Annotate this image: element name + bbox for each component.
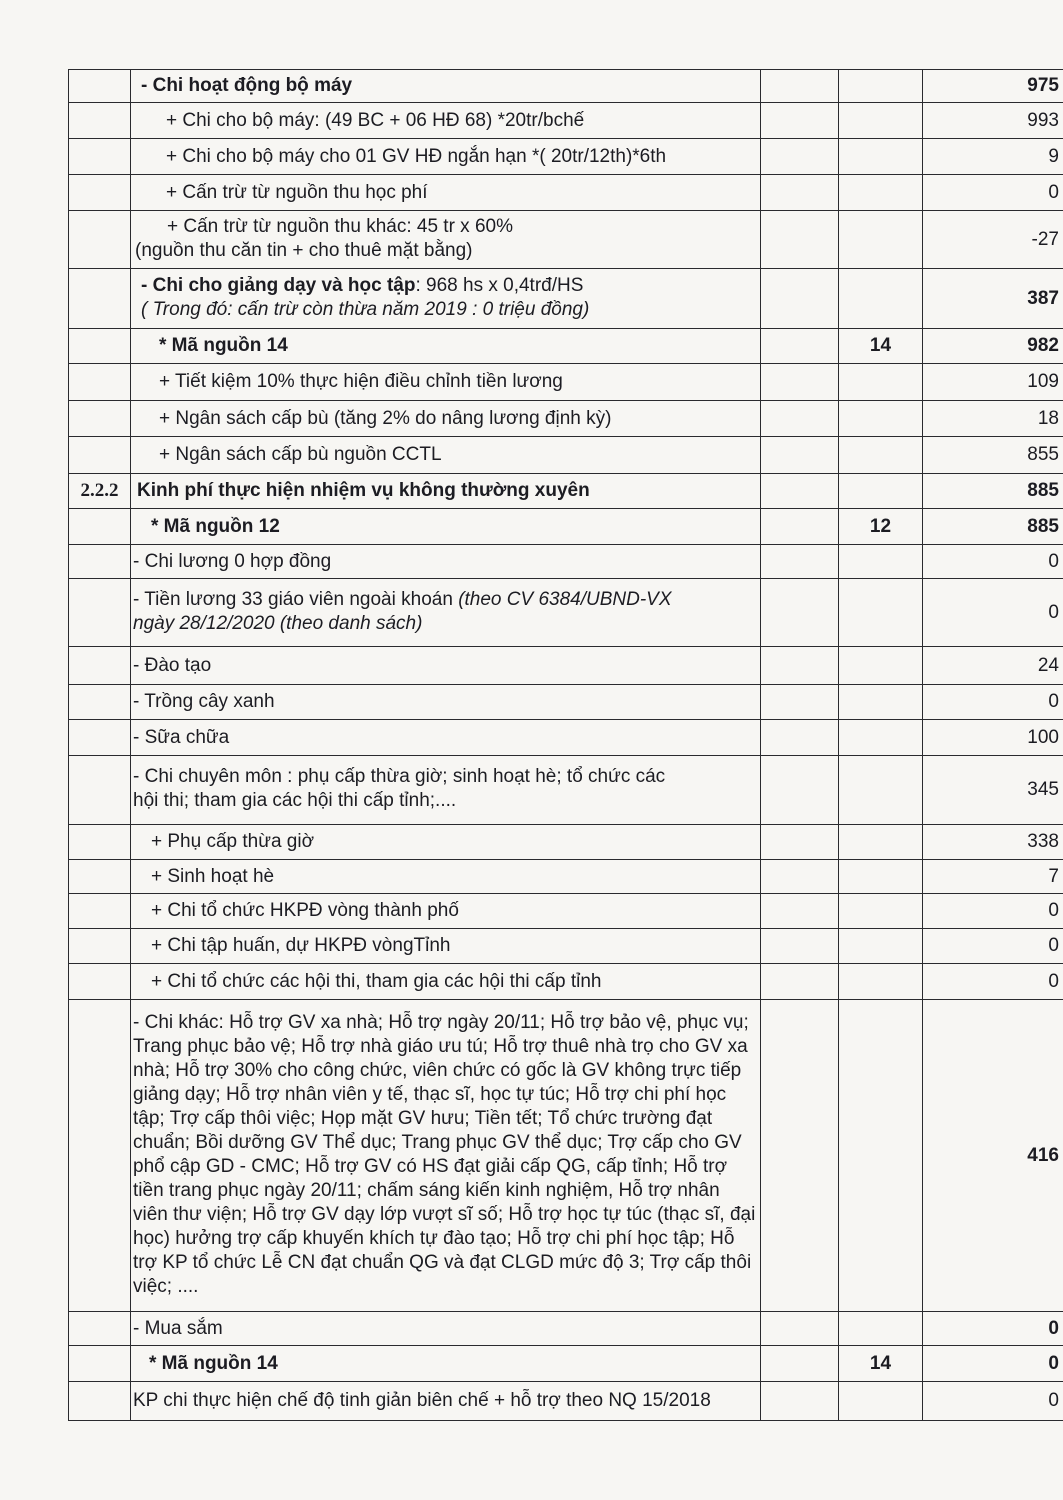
row-content-bold: - Chi cho giảng dạy và học tập — [141, 274, 416, 296]
row-content: * Mã nguồn 14 — [131, 1346, 761, 1382]
empty-cell — [761, 364, 839, 401]
source-code: 14 — [839, 1346, 923, 1382]
source-code — [839, 437, 923, 474]
row-value: 0 — [923, 929, 1063, 964]
row-value: 387 — [923, 269, 1063, 329]
row-number — [69, 825, 131, 860]
row-number — [69, 509, 131, 545]
row-content: + Chi cho bộ máy: (49 BC + 06 HĐ 68) *20tr/bchế — [131, 103, 761, 139]
table-row — [69, 103, 1063, 139]
row-value: 855 — [923, 437, 1063, 474]
source-code — [839, 1312, 923, 1346]
empty-cell — [761, 894, 839, 929]
table-row — [69, 579, 1063, 647]
table-row — [69, 647, 1063, 685]
empty-cell — [761, 329, 839, 364]
table-row — [69, 401, 1063, 437]
table-row — [69, 1000, 1063, 1312]
empty-cell — [761, 860, 839, 894]
source-code — [839, 825, 923, 860]
empty-cell — [761, 545, 839, 579]
source-code — [839, 964, 923, 1000]
row-value: 0 — [923, 579, 1063, 647]
row-value: 9 — [923, 139, 1063, 175]
row-content-rest: : 968 hs x 0,4trđ/HS — [415, 274, 584, 296]
empty-cell — [761, 825, 839, 860]
row-content: - Chi hoạt động bộ máy — [131, 70, 761, 103]
source-code — [839, 211, 923, 269]
row-content: - Đào tạo — [131, 647, 761, 685]
row-value: 18 — [923, 401, 1063, 437]
row-value: 345 — [923, 756, 1063, 825]
row-number — [69, 720, 131, 756]
row-content: + Phụ cấp thừa giờ — [131, 825, 761, 860]
row-number — [69, 437, 131, 474]
row-content-line1: - Chi chuyên môn : phụ cấp thừa giờ; sinh hoạt hè; tổ chức các — [133, 766, 666, 787]
row-value: 7 — [923, 860, 1063, 894]
empty-cell — [761, 70, 839, 103]
row-content: + Chi cho bộ máy cho 01 GV HĐ ngắn hạn *( 20tr/12th)*6th — [131, 139, 761, 175]
empty-cell — [761, 509, 839, 545]
source-code — [839, 474, 923, 509]
source-code — [839, 70, 923, 103]
source-code — [839, 1382, 923, 1421]
row-number — [69, 929, 131, 964]
row-content: - Mua sắm — [131, 1312, 761, 1346]
row-number — [69, 103, 131, 139]
row-number — [69, 1312, 131, 1346]
source-code — [839, 860, 923, 894]
row-value: 0 — [923, 545, 1063, 579]
empty-cell — [761, 211, 839, 269]
row-number — [69, 70, 131, 103]
row-content: * Mã nguồn 12 — [131, 509, 761, 545]
row-value: 0 — [923, 1312, 1063, 1346]
row-number — [69, 894, 131, 929]
row-number — [69, 175, 131, 211]
source-code — [839, 756, 923, 825]
table-row — [69, 1382, 1063, 1421]
row-content: + Tiết kiệm 10% thực hiện điều chỉnh tiền lương — [131, 364, 761, 401]
table-row — [69, 929, 1063, 964]
row-number — [69, 364, 131, 401]
row-content: - Trồng cây xanh — [131, 685, 761, 720]
row-value: 100 — [923, 720, 1063, 756]
source-code — [839, 929, 923, 964]
row-content: - Chi lương 0 hợp đồng — [131, 545, 761, 579]
row-number — [69, 964, 131, 1000]
row-value: -27 — [923, 211, 1063, 269]
empty-cell — [761, 1382, 839, 1421]
source-code — [839, 175, 923, 211]
empty-cell — [761, 437, 839, 474]
table-row — [69, 509, 1063, 545]
source-code: 12 — [839, 509, 923, 545]
table-row — [69, 894, 1063, 929]
row-number — [69, 329, 131, 364]
source-code — [839, 647, 923, 685]
table-row — [69, 364, 1063, 401]
row-content: Kinh phí thực hiện nhiệm vụ không thường xuyên — [131, 474, 761, 509]
table-row — [69, 175, 1063, 211]
row-number — [69, 579, 131, 647]
row-content-ref: (theo CV 6384/UBND-VX — [458, 588, 672, 610]
row-content: + Cấn trừ từ nguồn thu học phí — [131, 175, 761, 211]
table-row — [69, 720, 1063, 756]
row-number — [69, 647, 131, 685]
table-row — [69, 1346, 1063, 1382]
row-value: 0 — [923, 894, 1063, 929]
source-code — [839, 579, 923, 647]
source-code — [839, 545, 923, 579]
empty-cell — [761, 647, 839, 685]
empty-cell — [761, 1000, 839, 1312]
row-content: + Chi tổ chức các hội thi, tham gia các hội thi cấp tỉnh — [131, 964, 761, 1000]
table-row — [69, 474, 1063, 509]
table-row — [69, 329, 1063, 364]
row-number — [69, 756, 131, 825]
empty-cell — [761, 964, 839, 1000]
source-code — [839, 1000, 923, 1312]
table-row — [69, 139, 1063, 175]
source-code — [839, 103, 923, 139]
table-row — [69, 860, 1063, 894]
row-value: 885 — [923, 474, 1063, 509]
row-content: - Chi khác: Hỗ trợ GV xa nhà; Hỗ trợ ngày 20/11; Hỗ trợ bảo vệ, phục vụ; Trang phục bảo vệ; Hỗ trợ nhà giáo ưu tú; Hỗ trợ thuê nhà trọ cho GV xa nhà; Hỗ trợ 30% cho công chức, viên chức có gốc là GV không trực tiếp giảng dạy; Hỗ trợ nhân viên y tế, thạc sĩ, học tự túc; Hỗ trợ chi phí học tập; Trợ cấp thôi việc; Họp mặt GV hưu; Tiền tết; Tổ chức trường đạt chuẩn; Bồi dưỡng GV Thể dục; Trang phục GV thể dục; Trợ cấp cho GV phổ cập GD - CMC; Hỗ trợ GV có HS đạt giải cấp QG, cấp tỉnh; Hỗ trợ tiền trang phục ngày 20/11; chấm sáng kiến kinh nghiệm, Hỗ trợ nhân viên thư viện; Hỗ trợ GV dạy lớp vượt sĩ số; Hỗ trợ học tự túc (thạc sĩ, đại học) hưởng trợ cấp khuyến khích tự đào tạo; Hỗ trợ chi phí học tập; Hỗ trợ KP tổ chức Lễ CN đạt chuẩn QG và đạt CLGD mức độ 3; Trợ cấp thôi việc; .... — [131, 1000, 761, 1312]
source-code: 14 — [839, 329, 923, 364]
row-number — [69, 1382, 131, 1421]
source-code — [839, 269, 923, 329]
table-row — [69, 964, 1063, 1000]
row-content: + Ngân sách cấp bù (tăng 2% do nâng lương định kỳ) — [131, 401, 761, 437]
row-content: + Chi tập huấn, dự HKPĐ vòngTỉnh — [131, 929, 761, 964]
empty-cell — [761, 175, 839, 211]
row-content-line2: (nguồn thu căn tin + cho thuê mặt bằng) — [135, 239, 473, 261]
row-value: 0 — [923, 1346, 1063, 1382]
row-number — [69, 860, 131, 894]
row-content: + Ngân sách cấp bù nguồn CCTL — [131, 437, 761, 474]
row-value: 416 — [923, 1000, 1063, 1312]
row-value: 0 — [923, 685, 1063, 720]
budget-table — [68, 69, 1063, 1421]
table-row — [69, 70, 1063, 103]
empty-cell — [761, 579, 839, 647]
row-number — [69, 401, 131, 437]
row-number: 2.2.2 — [69, 474, 131, 509]
empty-cell — [761, 474, 839, 509]
row-content: * Mã nguồn 14 — [131, 329, 761, 364]
row-content — [131, 756, 761, 825]
source-code — [839, 720, 923, 756]
empty-cell — [761, 756, 839, 825]
row-content: KP chi thực hiện chế độ tinh giản biên chế + hỗ trợ theo NQ 15/2018 — [131, 1382, 761, 1421]
row-value: 0 — [923, 964, 1063, 1000]
empty-cell — [761, 103, 839, 139]
row-content: + Chi tổ chức HKPĐ vòng thành phố — [131, 894, 761, 929]
source-code — [839, 139, 923, 175]
source-code — [839, 685, 923, 720]
row-content — [131, 211, 761, 269]
table-row — [69, 756, 1063, 825]
row-number — [69, 1000, 131, 1312]
empty-cell — [761, 929, 839, 964]
table-row — [69, 685, 1063, 720]
row-number — [69, 545, 131, 579]
row-value: 24 — [923, 647, 1063, 685]
row-content: + Sinh hoạt hè — [131, 860, 761, 894]
empty-cell — [761, 685, 839, 720]
row-value: 975 — [923, 70, 1063, 103]
table-row — [69, 437, 1063, 474]
source-code — [839, 401, 923, 437]
row-value: 993 — [923, 103, 1063, 139]
row-value: 0 — [923, 1382, 1063, 1421]
table-row — [69, 269, 1063, 329]
row-value: 109 — [923, 364, 1063, 401]
row-value: 982 — [923, 329, 1063, 364]
empty-cell — [761, 139, 839, 175]
row-number — [69, 1346, 131, 1382]
row-content-text: - Tiền lương 33 giáo viên ngoài khoán — [133, 588, 453, 610]
empty-cell — [761, 401, 839, 437]
row-value: 885 — [923, 509, 1063, 545]
empty-cell — [761, 269, 839, 329]
row-content — [131, 579, 761, 647]
empty-cell — [761, 720, 839, 756]
row-content-line1: + Cấn trừ từ nguồn thu khác: 45 tr x 60% — [167, 215, 513, 237]
row-number — [69, 685, 131, 720]
row-number — [69, 269, 131, 329]
table-row — [69, 825, 1063, 860]
row-value: 338 — [923, 825, 1063, 860]
source-code — [839, 364, 923, 401]
row-content: - Sữa chữa — [131, 720, 761, 756]
row-number — [69, 211, 131, 269]
source-code — [839, 894, 923, 929]
row-content-note: ( Trong đó: cấn trừ còn thừa năm 2019 : 0 triệu đồng) — [141, 298, 590, 320]
table-row — [69, 545, 1063, 579]
empty-cell — [761, 1346, 839, 1382]
row-number — [69, 139, 131, 175]
row-content-line2: hội thi; tham gia các hội thi cấp tỉnh;.... — [133, 790, 457, 811]
table-row — [69, 1312, 1063, 1346]
row-value: 0 — [923, 175, 1063, 211]
empty-cell — [761, 1312, 839, 1346]
row-content — [131, 269, 761, 329]
row-content-line2: ngày 28/12/2020 (theo danh sách) — [133, 612, 423, 634]
table-row — [69, 211, 1063, 269]
